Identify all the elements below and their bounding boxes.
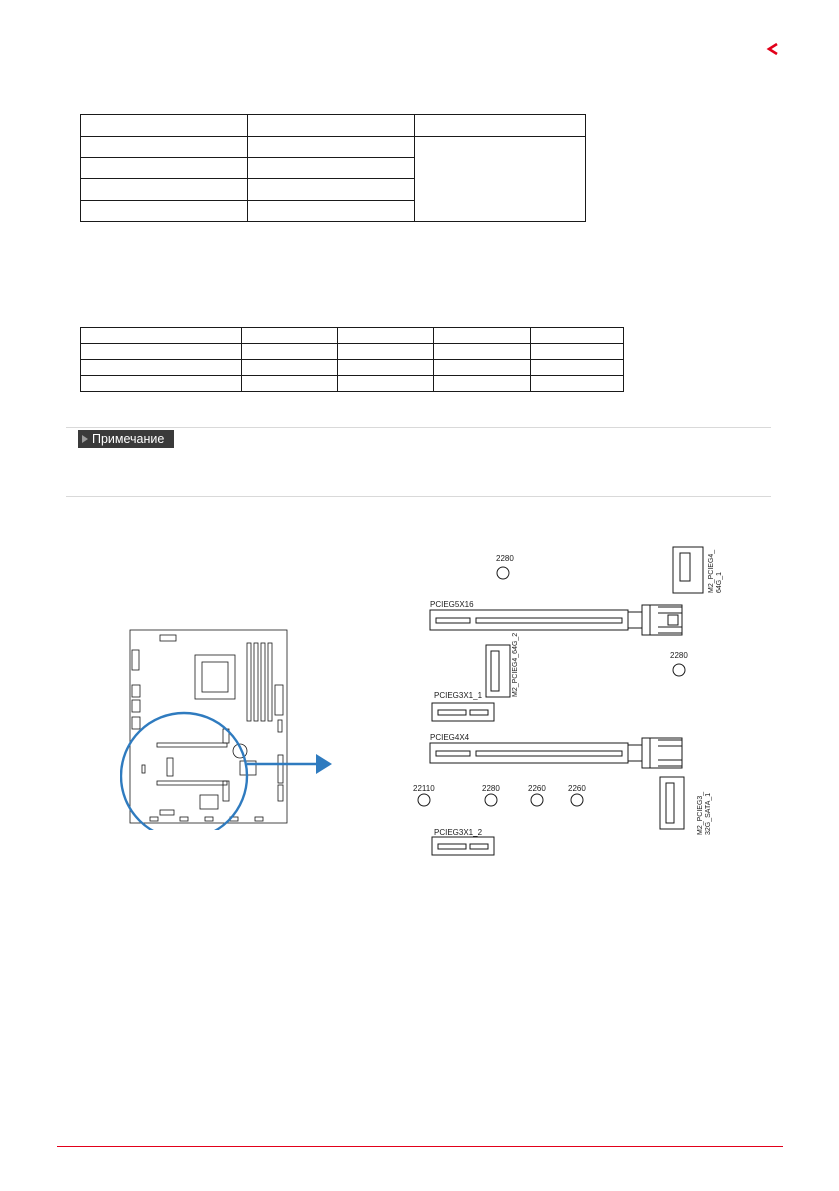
- standoff-b2-label: 2280: [482, 784, 500, 793]
- standoff-b1-label: 22110: [413, 784, 435, 793]
- note-tag: [78, 430, 174, 448]
- table-1: [80, 114, 586, 222]
- note-arrow-icon: [82, 435, 88, 443]
- table-2: [80, 327, 624, 392]
- pcie4x4-label: PCIEG4X4: [430, 733, 470, 742]
- footer-divider: [57, 1146, 783, 1147]
- slot-detail-diagram: [400, 535, 720, 865]
- note-top-divider: [66, 427, 771, 428]
- pcie5x16-label: PCIEG5X16: [430, 600, 474, 609]
- motherboard-overview: [120, 625, 340, 830]
- m2-bottom-label: M2_PCIEG3_ 32G_SATA_1: [697, 791, 712, 835]
- back-chevron-icon[interactable]: [766, 42, 780, 56]
- m2-mid-label: M2_PCIEG4_64G_2: [512, 632, 519, 697]
- pcie3x1-1-label: PCIEG3X1_1: [434, 691, 483, 700]
- note-label: Примечание: [92, 432, 165, 446]
- standoff-b3-label: 2260: [528, 784, 546, 793]
- standoff-right-label: 2280: [670, 651, 688, 660]
- standoff-b4-label: 2260: [568, 784, 586, 793]
- note-bottom-divider: [66, 496, 771, 497]
- m2-top-label: M2_PCIEG4_ 64G_1: [708, 549, 723, 593]
- standoff-top-label: 2280: [496, 554, 514, 563]
- pcie3x1-2-label: PCIEG3X1_2: [434, 828, 483, 837]
